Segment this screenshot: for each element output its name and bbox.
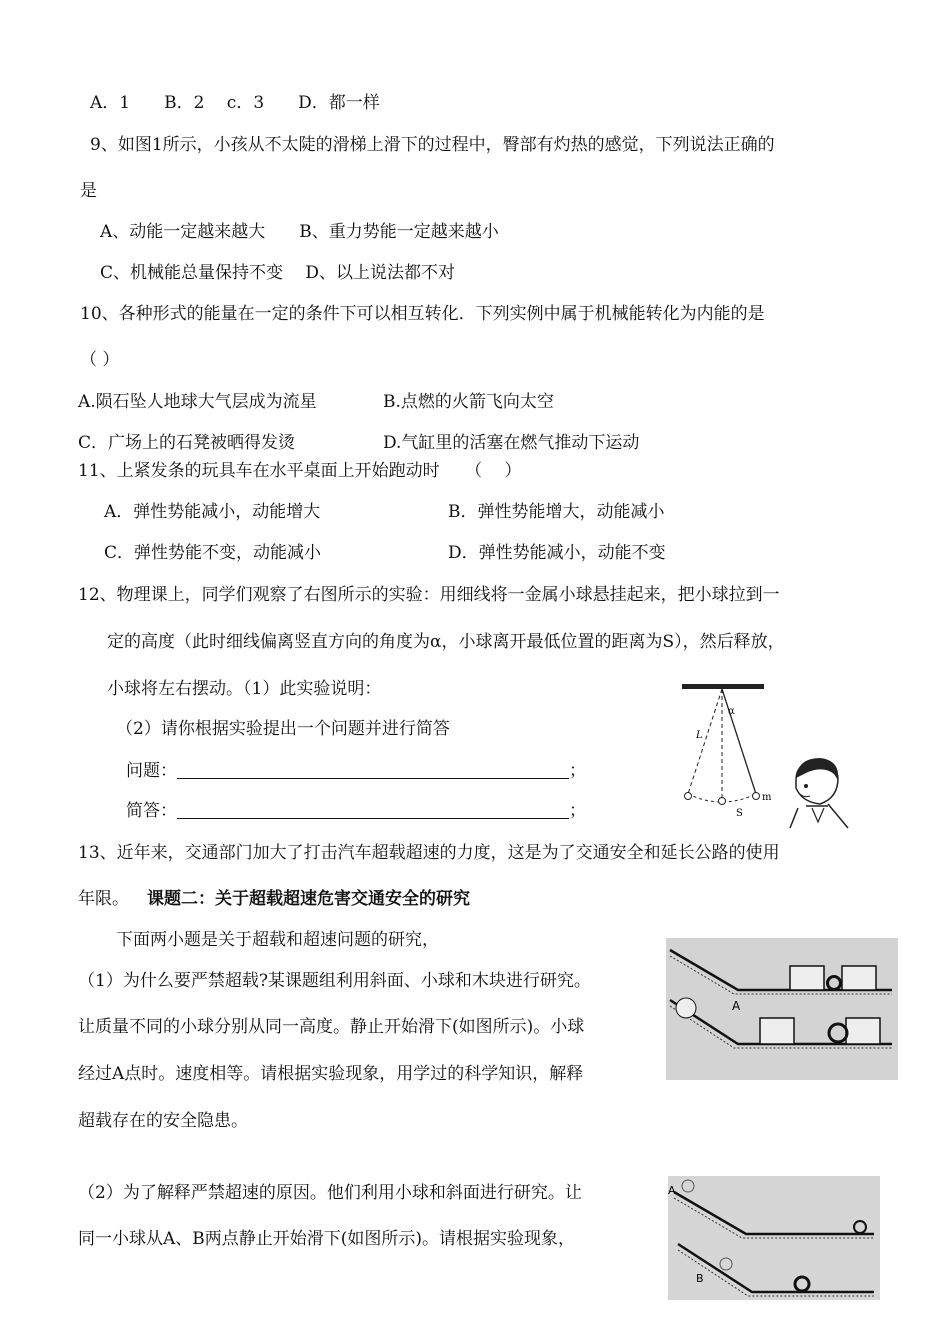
pendulum-distance-label: S [736, 808, 743, 819]
q9-stem-continued: 是 [80, 181, 97, 201]
pendulum-figure [678, 682, 888, 830]
q12-answer-label: 简答： [126, 801, 177, 821]
q10-stem: 10、各种形式的能量在一定的条件下可以相互转化．下列实例中属于机械能转化为内能的是 [80, 304, 765, 324]
q13-part1-line-2: 让质量不同的小球分别从同一高度。静止开始滑下(如图所示)。小球 [78, 1017, 585, 1037]
q10-option-a: A.陨石坠人地球大气层成为流星 [78, 392, 317, 412]
q12-line-4: （2）请你根据实验提出一个问题并进行简答 [116, 719, 450, 739]
q11-stem: 11、上紧发条的玩具车在水平桌面上开始跑动时 （ ） [78, 461, 522, 481]
q13-part1-line-1: （1）为什么要严禁超载?某课题组利用斜面、小球和木块进行研究。 [78, 971, 591, 991]
boy-observer-illustration [790, 758, 848, 828]
q13-part1-line-4: 超载存在的安全隐患。 [78, 1111, 248, 1131]
pendulum-angle-label: α [728, 706, 735, 717]
ramp2-point-b-label: B [696, 1272, 704, 1285]
q8-options: A．1 B．2 c．3 D．都一样 [90, 93, 380, 113]
q12-answer-semicolon: ； [569, 801, 586, 821]
pendulum-ball-right [753, 793, 760, 800]
q10-paren: （ ） [80, 350, 120, 370]
q12-line-1: 12、物理课上，同学们观察了右图所示的实验：用细线将一金属小球悬挂起来，把小球拉到一 [78, 585, 780, 605]
q12-question-semicolon: ； [569, 761, 586, 781]
ramp1-background [666, 938, 898, 1080]
ramp1-lower-block-right [846, 1018, 880, 1044]
q11-option-a: A．弹性势能减小，动能增大 [104, 502, 321, 522]
ramp-experiment-figure-1 [666, 938, 898, 1080]
q12-line-2: 定的高度（此时细线偏离竖直方向的角度为α，小球离开最低位置的距离为S），然后释放， [107, 632, 785, 652]
q11-option-d: D．弹性势能减小，动能不变 [448, 543, 666, 563]
ramp1-point-a-label: A [732, 999, 741, 1013]
q12-question-row [126, 760, 586, 782]
q12-answer-row [126, 800, 586, 822]
ramp1-lower-block-left [760, 1018, 794, 1044]
pendulum-ball-left [685, 793, 692, 800]
q9-stem: 9、如图1所示，小孩从不太陡的滑梯上滑下的过程中，臀部有灼热的感觉，下列说法正确的 [90, 135, 775, 155]
q13-line-2 [78, 888, 470, 910]
pendulum-ball-bottom [719, 798, 726, 805]
q12-line-3: 小球将左右摆动。（1）此实验说明： [107, 679, 382, 699]
q13-part1-line-3: 经过A点时。速度相等。请根据实验现象，用学过的科学知识，解释 [78, 1064, 584, 1084]
q9-options-cd: C、机械能总量保持不变 D、以上说法都不对 [100, 263, 456, 283]
ramp-experiment-figure-2 [668, 1176, 880, 1300]
q12-question-blank[interactable] [177, 762, 569, 779]
pendulum-length-label: L [696, 730, 703, 741]
q10-option-c: C．广场上的石凳被晒得发烫 [78, 433, 296, 453]
ramp1-upper-block-right [842, 966, 876, 990]
q11-option-c: C．弹性势能不变，动能减小 [104, 543, 322, 563]
ramp2-point-a-label: A [668, 1184, 676, 1197]
q9-options-ab: A、动能一定越来越大 B、重力势能一定越来越小 [100, 222, 499, 242]
q13-part2-line-1: （2）为了解释严禁超速的原因。他们利用小球和斜面进行研究。让 [78, 1183, 582, 1203]
q13-line-2-text: 年限。 [78, 889, 129, 909]
q13-intro: 下面两小题是关于超载和超速问题的研究， [116, 930, 439, 950]
pendulum-ceiling [682, 684, 764, 689]
q12-question-label: 问题： [126, 761, 177, 781]
pendulum-mass-label: m [762, 792, 772, 803]
q13-topic-title: 课题二：关于超载超速危害交通安全的研究 [147, 889, 470, 909]
q10-option-d: D.气缸里的活塞在燃气推动下运动 [383, 433, 640, 453]
pendulum-string-right [722, 689, 756, 794]
q12-answer-blank[interactable] [177, 802, 569, 819]
pendulum-string-left [688, 689, 722, 794]
q13-line-1: 13、近年来，交通部门加大了打击汽车超载超速的力度，这是为了交通安全和延长公路的使用 [78, 843, 780, 863]
q11-option-b: B．弹性势能增大，动能减小 [448, 502, 665, 522]
q10-option-b: B.点燃的火箭飞向太空 [383, 392, 554, 412]
q13-part2-line-2: 同一小球从A、B两点静止开始滑下(如图所示)。请根据实验现象， [78, 1229, 576, 1249]
ramp1-lower-ball-start [676, 998, 696, 1018]
ramp1-upper-block-left [790, 966, 824, 990]
